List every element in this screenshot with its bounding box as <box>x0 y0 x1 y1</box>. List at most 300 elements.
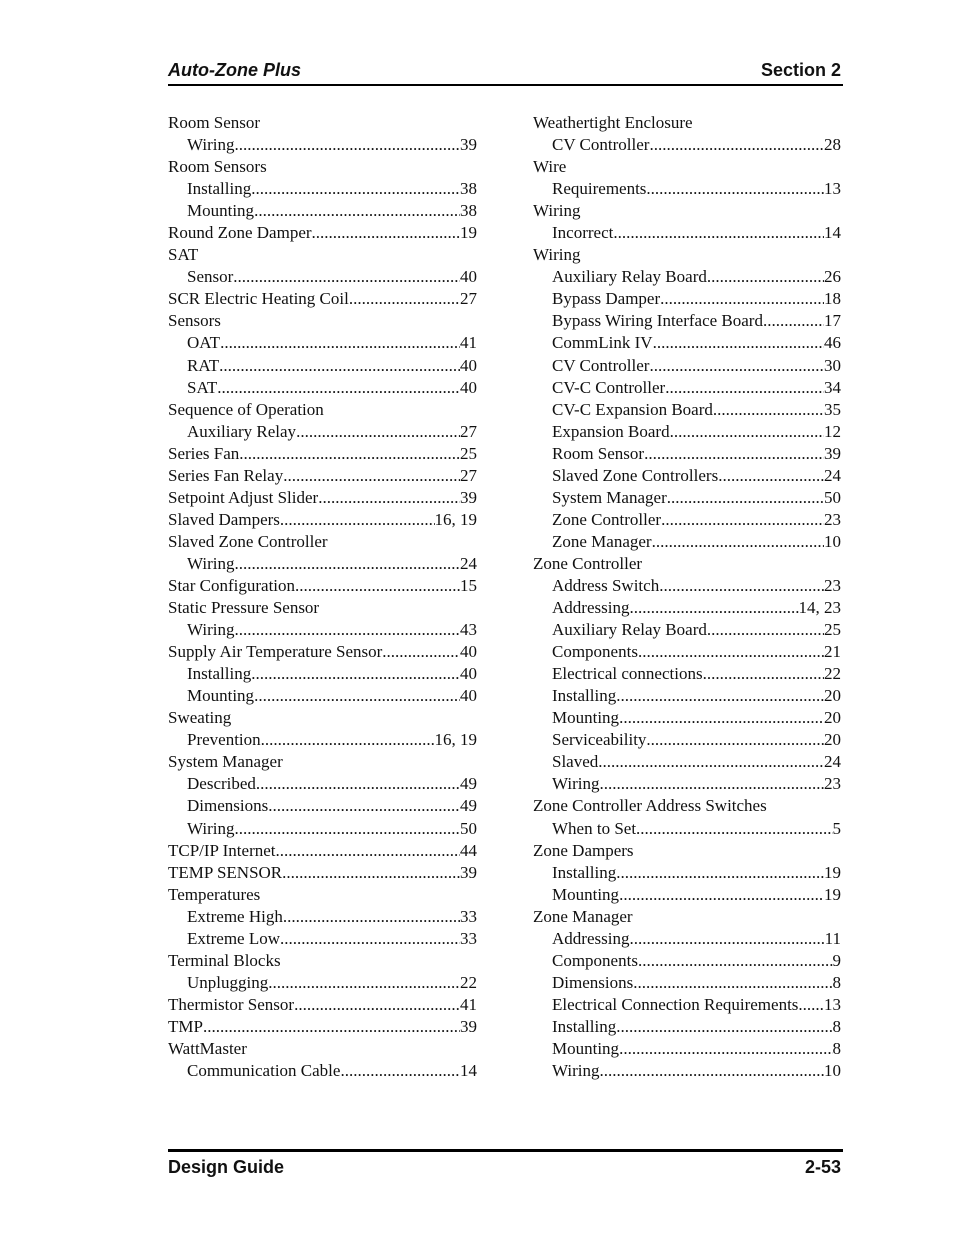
index-entry <box>533 465 841 487</box>
index-entry <box>168 156 477 178</box>
dot-leader <box>638 641 824 663</box>
index-entry-page: 22 <box>460 972 477 992</box>
index-entry-label: CV-C Expansion Board <box>552 399 713 419</box>
index-entry-label: Installing <box>187 179 252 199</box>
index-entry <box>533 178 841 200</box>
index-entry-label: Mounting <box>187 686 255 706</box>
index-entry-label: Slaved Dampers <box>168 509 280 529</box>
index-entry-page: 26 <box>824 267 841 287</box>
index-entry-page: 20 <box>824 708 841 728</box>
index-entry <box>533 355 841 377</box>
index-entry <box>533 421 841 443</box>
index-column-left <box>168 112 477 1082</box>
index-entry <box>533 773 841 795</box>
index-entry-label: Addressing <box>552 598 630 618</box>
dot-leader <box>629 928 824 950</box>
dot-leader <box>312 222 460 244</box>
index-entry-label: Zone Manager <box>533 906 633 926</box>
index-entry-page: 41 <box>460 994 477 1014</box>
dot-leader <box>219 355 460 377</box>
index-entry-page: 40 <box>460 686 477 706</box>
index-entry-label: Auxiliary Relay <box>187 421 297 441</box>
index-entry <box>168 222 477 244</box>
index-entry-label: CV-C Controller <box>552 377 666 397</box>
dot-leader <box>667 487 824 509</box>
index-entry <box>168 840 477 862</box>
index-entry <box>168 178 477 200</box>
dot-leader <box>649 134 824 156</box>
index-entry <box>533 928 841 950</box>
index-entry <box>168 818 477 840</box>
index-entry <box>533 884 841 906</box>
index-entry-label: SCR Electric Heating Coil <box>168 289 349 309</box>
index-entry-label: RAT <box>187 355 220 375</box>
dot-leader <box>665 377 824 399</box>
index-entry <box>533 553 841 575</box>
dot-leader <box>670 421 824 443</box>
index-entry-page: 14 <box>824 223 841 243</box>
index-entry <box>168 994 477 1016</box>
index-entry-page: 17 <box>824 311 841 331</box>
index-entry-label: Serviceability <box>552 730 647 750</box>
index-entry-label: Room Sensor <box>168 113 261 132</box>
index-entry-page: 20 <box>824 686 841 706</box>
page-footer <box>168 1149 843 1186</box>
dot-leader <box>254 200 460 222</box>
dot-leader <box>707 266 824 288</box>
index-entry-label: CommLink IV <box>552 333 653 353</box>
index-entry-page: 40 <box>460 377 477 397</box>
index-entry <box>533 266 841 288</box>
index-entry-label: Wiring <box>187 818 235 838</box>
index-entry <box>168 134 477 156</box>
dot-leader <box>283 465 460 487</box>
index-entry-page: 13 <box>824 994 841 1014</box>
index-entry-page: 24 <box>824 465 841 485</box>
index-entry-label: Series Fan Relay <box>168 465 284 485</box>
index-entry-page: 38 <box>460 179 477 199</box>
index-entry <box>168 575 477 597</box>
index-entry <box>168 509 477 531</box>
index-entry <box>168 332 477 354</box>
index-entry <box>533 950 841 972</box>
index-entry-label: Wiring <box>552 774 600 794</box>
index-entry-page: 46 <box>824 333 841 353</box>
index-entry <box>533 818 841 840</box>
index-entry-label: Bypass Wiring Interface Board <box>552 311 763 331</box>
index-entry <box>168 641 477 663</box>
index-entry-page: 40 <box>460 267 477 287</box>
dot-leader <box>318 487 460 509</box>
dot-leader <box>296 421 460 443</box>
index-entry-page: 27 <box>460 289 477 309</box>
index-entry-label: WattMaster <box>168 1038 247 1058</box>
index-entry-label: Slaved <box>552 752 599 772</box>
index-entry-page: 25 <box>460 443 477 463</box>
index-entry-label: System Manager <box>552 487 667 507</box>
index-entry-page: 8 <box>832 972 841 992</box>
index-entry-label: Mounting <box>552 1038 620 1058</box>
index-entry <box>168 355 477 377</box>
index-entry-label: Installing <box>187 664 252 684</box>
index-entry <box>533 377 841 399</box>
index-entry <box>168 553 477 575</box>
index-entry <box>168 707 477 729</box>
dot-leader <box>616 1016 832 1038</box>
index-entry <box>533 531 841 553</box>
dot-leader <box>638 950 833 972</box>
index-entry-page: 14 <box>460 1061 477 1081</box>
index-entry <box>533 399 841 421</box>
index-entry <box>168 928 477 950</box>
dot-leader <box>294 994 460 1016</box>
index-entry-page: 40 <box>460 664 477 684</box>
index-entry-page: 21 <box>824 642 841 662</box>
index-entry-label: Electrical Connection Requirements <box>552 994 799 1014</box>
dot-leader <box>220 332 460 354</box>
index-entry <box>168 465 477 487</box>
index-entry <box>168 112 477 134</box>
index-entry-label: Prevention <box>187 730 261 750</box>
index-entry-page: 38 <box>460 201 477 221</box>
index-entry-label: Zone Manager <box>552 531 652 551</box>
index-entry <box>168 487 477 509</box>
index-entry <box>533 443 841 465</box>
page-number: 2-53 <box>804 1157 841 1177</box>
index-entry-page: 43 <box>460 620 477 640</box>
index-entry-page: 34 <box>824 377 841 397</box>
index-entry <box>533 906 841 928</box>
index-entry-page: 11 <box>824 928 841 948</box>
index-entry <box>168 1038 477 1060</box>
index-entry <box>533 134 841 156</box>
index-entry <box>533 729 841 751</box>
index-entry-label: Zone Controller <box>552 509 662 529</box>
index-entry-label: Slaved Zone Controllers <box>552 465 719 485</box>
dot-leader <box>660 288 824 310</box>
dot-leader <box>713 399 824 421</box>
index-entry <box>533 751 841 773</box>
index-entry <box>533 641 841 663</box>
index-entry-page: 22 <box>824 664 841 684</box>
index-entry-page: 10 <box>824 1061 841 1081</box>
dot-leader <box>234 619 460 641</box>
index-entry-page: 50 <box>824 487 841 507</box>
index-entry <box>533 1038 841 1060</box>
index-entry-label: Auxiliary Relay Board <box>552 267 707 287</box>
index-entry <box>168 310 477 332</box>
index-entry-label: Bypass Damper <box>552 289 661 309</box>
dot-leader <box>646 178 824 200</box>
index-entry <box>168 200 477 222</box>
index-entry <box>533 994 841 1016</box>
dot-leader <box>598 751 824 773</box>
index-entry-label: System Manager <box>168 752 283 772</box>
dot-leader <box>599 1060 824 1082</box>
dot-leader <box>234 553 460 575</box>
index-entry-label: Installing <box>552 862 617 882</box>
index-entry-page: 10 <box>824 531 841 551</box>
index-entry <box>168 443 477 465</box>
dot-leader <box>707 619 824 641</box>
index-entry-label: Zone Controller <box>533 553 643 573</box>
dot-leader <box>276 840 461 862</box>
index-entry <box>533 310 841 332</box>
index-entry-label: Unplugging <box>187 972 269 992</box>
index-entry-page: 39 <box>824 443 841 463</box>
index-entry <box>533 1060 841 1082</box>
index-entry <box>533 795 841 817</box>
index-entry <box>168 597 477 619</box>
dot-leader <box>283 906 460 928</box>
dot-leader <box>268 972 460 994</box>
index-entry <box>168 531 477 553</box>
dot-leader <box>652 531 824 553</box>
index-entry-page: 20 <box>824 730 841 750</box>
header-section: Section 2 <box>760 60 841 80</box>
index-entry-page: 27 <box>460 421 477 441</box>
index-entry-label: Extreme High <box>187 906 283 926</box>
index-entry-label: Static Pressure Sensor <box>168 598 320 618</box>
index-entry <box>533 112 841 134</box>
index-entry-page: 33 <box>460 928 477 948</box>
index-entry <box>533 707 841 729</box>
dot-leader <box>798 994 824 1016</box>
index-entry-label: Wiring <box>187 553 235 573</box>
index-entry-label: Zone Dampers <box>533 840 634 860</box>
dot-leader <box>295 575 460 597</box>
index-entry-label: Room Sensor <box>552 443 645 463</box>
index-entry-label: Requirements <box>552 179 647 199</box>
index-entry-page: 19 <box>460 223 477 243</box>
index-entry <box>533 663 841 685</box>
dot-leader <box>340 1060 460 1082</box>
index-entry-label: When to Set <box>552 818 637 838</box>
dot-leader <box>629 597 798 619</box>
dot-leader <box>254 685 460 707</box>
index-entry <box>533 487 841 509</box>
index-entry-label: Wiring <box>533 201 581 221</box>
dot-leader <box>763 310 824 332</box>
index-entry <box>168 288 477 310</box>
index-entry-label: CV Controller <box>552 135 650 155</box>
index-entry-label: Expansion Board <box>552 421 670 441</box>
index-entry-label: TCP/IP Internet <box>168 840 276 860</box>
index-entry-page: 15 <box>460 575 477 595</box>
index-column-right <box>533 112 841 1082</box>
dot-leader <box>251 663 460 685</box>
index-entry-label: Room Sensors <box>168 157 267 177</box>
index-entry-label: Sequence of Operation <box>168 399 324 419</box>
index-entry-label: Sweating <box>168 708 232 728</box>
dot-leader <box>653 332 824 354</box>
dot-leader <box>268 795 460 817</box>
index-entry-page: 24 <box>460 553 477 573</box>
index-entry <box>533 972 841 994</box>
index-entry <box>168 377 477 399</box>
index-entry-page: 19 <box>824 884 841 904</box>
index-entry-page: 8 <box>832 1016 841 1036</box>
index-entry-label: Round Zone Damper <box>168 223 312 243</box>
index-entry <box>533 156 841 178</box>
index-entry-page: 40 <box>460 642 477 662</box>
index-entry-label: Supply Air Temperature Sensor <box>168 642 383 662</box>
index-entry <box>168 950 477 972</box>
dot-leader <box>599 773 824 795</box>
index-entry-page: 23 <box>824 575 841 595</box>
index-entry <box>168 1016 477 1038</box>
index-entry <box>168 795 477 817</box>
dot-leader <box>619 1038 832 1060</box>
dot-leader <box>633 972 832 994</box>
index-entry-label: Address Switch <box>552 575 660 595</box>
index-entry-page: 23 <box>824 509 841 529</box>
index-entry-label: Zone Controller Address Switches <box>533 796 767 816</box>
index-entry-page: 23 <box>824 774 841 794</box>
index-entry-label: Thermistor Sensor <box>168 994 295 1014</box>
index-entry-page: 8 <box>832 1038 841 1058</box>
index-entry <box>533 200 841 222</box>
dot-leader <box>613 222 824 244</box>
index-entry-label: Dimensions <box>187 796 269 816</box>
dot-leader <box>718 465 824 487</box>
index-entry-page: 13 <box>824 179 841 199</box>
index-entry <box>533 509 841 531</box>
index-entry-page: 28 <box>824 135 841 155</box>
index-entry <box>533 575 841 597</box>
index-entry-label: Wiring <box>187 620 235 640</box>
index-entry-page: 49 <box>460 796 477 816</box>
index-entry-label: SAT <box>168 245 199 265</box>
index-entry <box>533 840 841 862</box>
index-entry <box>168 1060 477 1082</box>
index-entry <box>533 862 841 884</box>
dot-leader <box>644 443 824 465</box>
index-entry <box>168 729 477 751</box>
index-entry-label: Components <box>552 642 638 662</box>
index-entry <box>168 751 477 773</box>
index-entry-page: 5 <box>832 818 841 838</box>
index-entry-label: Weathertight Enclosure <box>533 113 693 132</box>
index-entry <box>533 1016 841 1038</box>
index-entry-label: Sensors <box>168 311 221 331</box>
index-entry-page: 49 <box>460 774 477 794</box>
index-entry-label: Extreme Low <box>187 928 280 948</box>
index-entry <box>168 244 477 266</box>
index-entry-label: Dimensions <box>552 972 634 992</box>
dot-leader <box>282 862 460 884</box>
index-entry-page: 24 <box>824 752 841 772</box>
index-entry <box>533 332 841 354</box>
index-entry-label: Described <box>187 774 256 794</box>
dot-leader <box>636 818 832 840</box>
index-entry-label: TEMP SENSOR <box>168 862 283 882</box>
index-entry-label: Terminal Blocks <box>168 950 281 970</box>
index-entry-page: 30 <box>824 355 841 375</box>
index-entry-label: Slaved Zone Controller <box>168 531 328 551</box>
index-entry-page: 16, 19 <box>434 509 477 529</box>
index-entry-label: Incorrect <box>552 223 614 243</box>
index-entry-page: 39 <box>460 1016 477 1036</box>
index-entry-label: Communication Cable <box>187 1061 341 1081</box>
page-header <box>168 58 843 86</box>
dot-leader <box>217 377 460 399</box>
index-entry-page: 27 <box>460 465 477 485</box>
dot-leader <box>261 729 435 751</box>
index-entry-page: 35 <box>824 399 841 419</box>
dot-leader <box>233 266 460 288</box>
index-entry <box>168 773 477 795</box>
index-entry <box>533 597 841 619</box>
dot-leader <box>280 928 460 950</box>
dot-leader <box>234 818 460 840</box>
dot-leader <box>382 641 460 663</box>
dot-leader <box>659 575 824 597</box>
index-entry-label: Sensor <box>187 267 234 287</box>
dot-leader <box>280 509 435 531</box>
index-entry-label: Setpoint Adjust Slider <box>168 487 319 507</box>
index-entry-label: Installing <box>552 1016 617 1036</box>
dot-leader <box>661 509 824 531</box>
footer-title: Design Guide <box>168 1157 285 1177</box>
index-entry-label: Star Configuration <box>168 575 296 595</box>
dot-leader <box>616 862 824 884</box>
index-entry-label: Auxiliary Relay Board <box>552 620 707 640</box>
index-entry <box>533 244 841 266</box>
index-entry-page: 50 <box>460 818 477 838</box>
index-entry <box>168 884 477 906</box>
dot-leader <box>619 707 824 729</box>
dot-leader <box>256 773 460 795</box>
header-title: Auto-Zone Plus <box>168 60 301 80</box>
dot-leader <box>616 685 824 707</box>
index-entry-label: Mounting <box>552 884 620 904</box>
index-entry-page: 39 <box>460 487 477 507</box>
index-entry-label: Series Fan <box>168 443 240 463</box>
index-entry <box>168 862 477 884</box>
index-entry <box>168 972 477 994</box>
dot-leader <box>234 134 460 156</box>
index-entry-page: 39 <box>460 862 477 882</box>
index-entry-label: SAT <box>187 377 218 397</box>
index-entry-page: 41 <box>460 333 477 353</box>
index-entry-page: 18 <box>824 289 841 309</box>
index-entry-label: Temperatures <box>168 884 261 904</box>
index-entry <box>533 619 841 641</box>
index-entry <box>533 288 841 310</box>
index-entry <box>168 399 477 421</box>
index-entry-label: Wiring <box>552 1061 600 1081</box>
index-entry <box>168 619 477 641</box>
index-entry-page: 33 <box>460 906 477 926</box>
dot-leader <box>703 663 824 685</box>
index-entry-label: Components <box>552 950 638 970</box>
dot-leader <box>646 729 824 751</box>
index-entry-label: TMP <box>168 1016 203 1036</box>
index-entry-label: Mounting <box>552 708 620 728</box>
dot-leader <box>619 884 824 906</box>
index-entry-label: Wire <box>533 157 567 177</box>
index-entry-page: 19 <box>824 862 841 882</box>
index-entry-page: 25 <box>824 620 841 640</box>
index-entry-label: Installing <box>552 686 617 706</box>
index-entry-label: Addressing <box>552 928 630 948</box>
index-entry-label: Mounting <box>187 201 255 221</box>
index-entry-page: 40 <box>460 355 477 375</box>
index-entry-page: 16, 19 <box>434 730 477 750</box>
index-entry-page: 9 <box>832 950 841 970</box>
index-entry <box>168 663 477 685</box>
